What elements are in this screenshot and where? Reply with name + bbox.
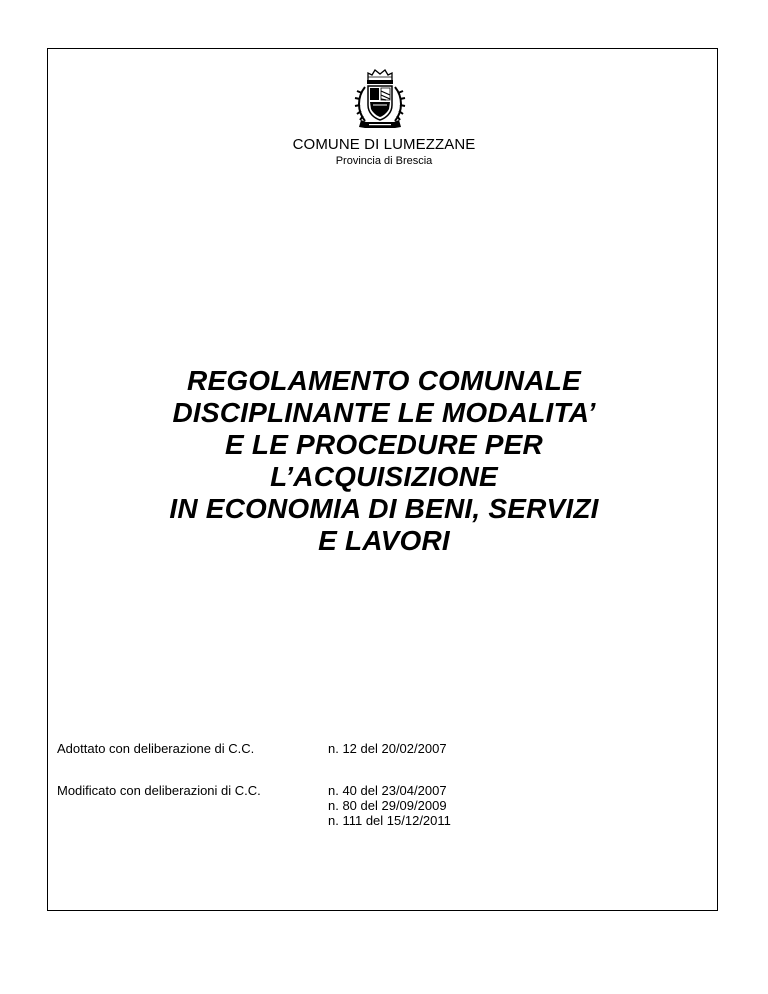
modification-values [328, 783, 451, 828]
modification-value: n. 111 del 15/12/2011 [328, 813, 451, 828]
title-line: REGOLAMENTO COMUNALE [187, 365, 581, 396]
title-line: DISCIPLINANTE LE MODALITA’ [172, 397, 596, 428]
title-line: E LE PROCEDURE PER [225, 429, 543, 460]
adoption-label: Adottato con deliberazione di C.C. [57, 741, 255, 756]
province-name: Provincia di Brescia [335, 155, 433, 167]
modification-label: Modificato con deliberazioni di C.C. [57, 783, 261, 798]
header [0, 136, 768, 168]
municipality-name: COMUNE DI LUMEZZANE [292, 136, 476, 153]
title-line: L’ACQUISIZIONE [270, 461, 498, 492]
document-title [0, 365, 768, 557]
title-line: E LAVORI [318, 525, 450, 556]
municipal-coat-of-arms-icon [353, 67, 407, 133]
adoption-value: n. 12 del 20/02/2007 [328, 741, 447, 756]
title-line: IN ECONOMIA DI BENI, SERVIZI [169, 493, 599, 524]
modification-value: n. 40 del 23/04/2007 [328, 783, 447, 798]
modification-value: n. 80 del 29/09/2009 [328, 798, 447, 813]
adoption-values [328, 741, 447, 756]
